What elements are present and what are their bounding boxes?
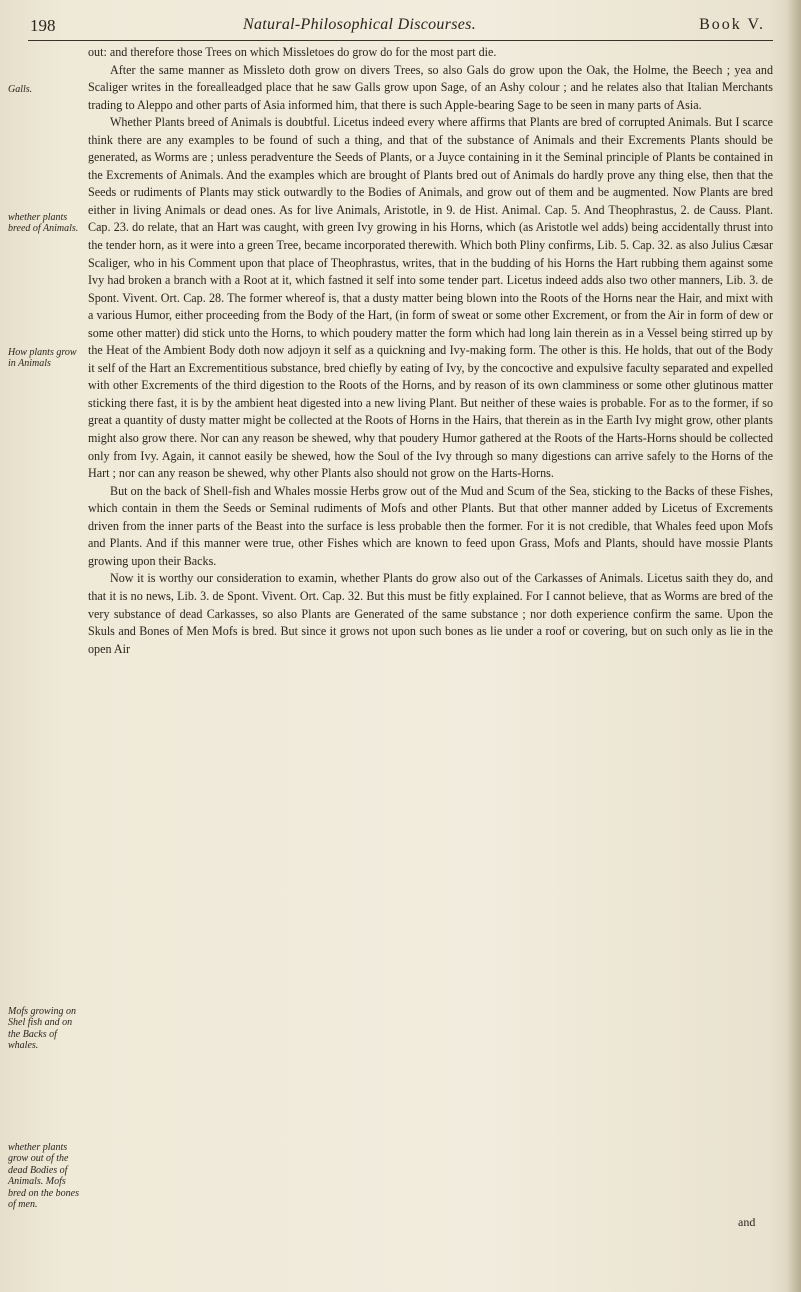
book-label: Book V.: [699, 16, 765, 33]
margin-note-plants-from-dead-bodies: whether plants grow out of the dead Bodies of Animals. Mofs bred on the bones of men.: [8, 1142, 80, 1211]
margin-note-moss-on-shellfish-and-whales: Mofs growing on Shel fish and on the Backs of whales.: [8, 1006, 76, 1052]
page-header: [28, 14, 773, 41]
paragraph-1: out: and therefore those Trees on which Missletoes do grow do for the most part die.: [88, 45, 497, 59]
running-title: Natural-Philosophical Discourses.: [243, 16, 477, 33]
catchword: and: [738, 1215, 756, 1229]
paragraph-galls: After the same manner as Missleto doth grow on divers Trees, so also Gals do grow upon the Oak, the Holme, the Beech ; yea and Scaliger writes in the forealleadged place that he saw Galls grow upon Sage, of an Ashy colour ; and he relates also that Italian Merchants trading to Aleppo and other parts of Asia informed him, that there is such Apple-bearing Sage to be seen in many parts of Asia.: [88, 62, 773, 112]
paragraph-plants-from-animals: Whether Plants breed of Animals is doubtful. Licetus indeed every where affirms that Plants are bred of corrupted Animals. But I scarce think there are any examples to be found of such a thing, and that of the substance of Animals and their Excrements Plants should be generated, as Worms are ; unless peradventure the Seeds of Plants, or a Juyce containing in it the Seminal principle of Plants be contained in the Excrements of Animals. And the examples which are brought of Plants bred out of Animals do hardly prove any thing else, then that the Seeds or rudiments of Plants may stick outwardly to the Bodies of Animals, and grow out of them and be augmented. Now Plants are bred either in living Animals or dead ones. As for live Animals, Aristotle, in 9. de Hist. Animal. Cap. 5. And Theophrastus, 2. de Causs. Plant. Cap. 23. do relate, that an Hart was caught, with green Ivy growing in his Horns, which (as Aristotle wel adds) being accidentally thrust into the tender horn, as it were into a green Tree, became incorporated therewith. Which both Pliny confirms, Lib. 5. Cap. 32. as also Julius Cæsar Scaliger, who in his Comment upon that place of Theophrastus, writes, that in the budding of his Horns the Hart rubbing them against some Ivy had broken a branch with a Root at it, which fastned it self into some tender part. Licetus indeed adds also two other manners, Lib. 3. de Spont. Vivent. Ort. Cap. 28. The former whereof is, that a dusty matter being blown into the Roots of the Horns near the Hair, and mixt with a various Humor, either proceeding from the Body of the Hart, (in form of sweat or some other Excrement, or from the Air in form of dew or some other matter) did stick unto the Horns, to which poudery matter the form which had long lain therein as in a Vessel being stirred up by the Heat of the Ambient Body doth now adjoyn it self as a quickning and Ivy-making form. The other is this. He holds, that out of the Body it self of the Hart an Excrementitious substance, bred chiefly by eating of Ivy, by the concoctive and expulsive faculty separated and expelled with other Excrements of the third digestion to the Roots of the Horns, and by reason of its own clamminess or some other glutinous matter sticking there fast, it is by the ambient heat digested into a new living Plant. But neither of these waies is probable. For as to the former, if so great a quantity of dusty matter might be collected at the Roots of Horns in the Hairs, that therein as in the Earth Ivy might grow, other plants might also grow there. Nor can any reason be shewed, why that poudery Humor gathered at the Roots of the Harts-Horns should be collected only from Ivy. Again, it cannot easily be shewed, how the Soul of the Ivy through so many digestions can arrive safely to the Horns of the Hart ; nor can any reason be shewed, why other Plants also should not grow on the Harts-Horns.: [88, 115, 773, 481]
paragraph-carkasses: Now it is worthy our consideration to examin, whether Plants do grow also out of the Carkasses of Animals. Licetus saith they do, and that it is no news, Lib. 3. de Spont. Vivent. Ort. Cap. 32. But this must be fitly explained. For I cannot believe, that as Worms are bred of the very substance of dead Carkasses, so also Plants are Generated of the same substance ; nor doth experience confirm the same. Upon the Skuls and Bones of Men Mofs is bred. But since it grows not upon such bones as lie under a roof or covering, but on such only as lie in the open Air: [88, 571, 773, 656]
margin-note-plants-breed-of-animals: whether plants breed of Animals.: [8, 212, 79, 235]
margin-note-galls: Galls.: [8, 84, 33, 95]
margin-note-how-plants-grow-in-animals: How plants grow in Animals: [8, 347, 77, 370]
page-edge-shadow: [787, 0, 801, 1292]
page-number: 198: [30, 16, 56, 35]
paragraph-shellfish-whales: But on the back of Shell-fish and Whales mossie Herbs grow out of the Mud and Scum of the Sea, sticking to the Backs of these Fishes, which contain in them the Seeds or Seminal rudiments of Mofs and other Plants. But that other manner added by Licetus of Excrements driven from the inner parts of the Beast into the surface is less probable then the former. For it is not credible, that Whales feed upon Mofs and Plants. And if this manner were true, other Fishes which are known to feed upon Grass, Mofs and Plants, should have mossie Plants growing upon their Backs.: [88, 483, 773, 568]
body-text: [88, 44, 773, 658]
